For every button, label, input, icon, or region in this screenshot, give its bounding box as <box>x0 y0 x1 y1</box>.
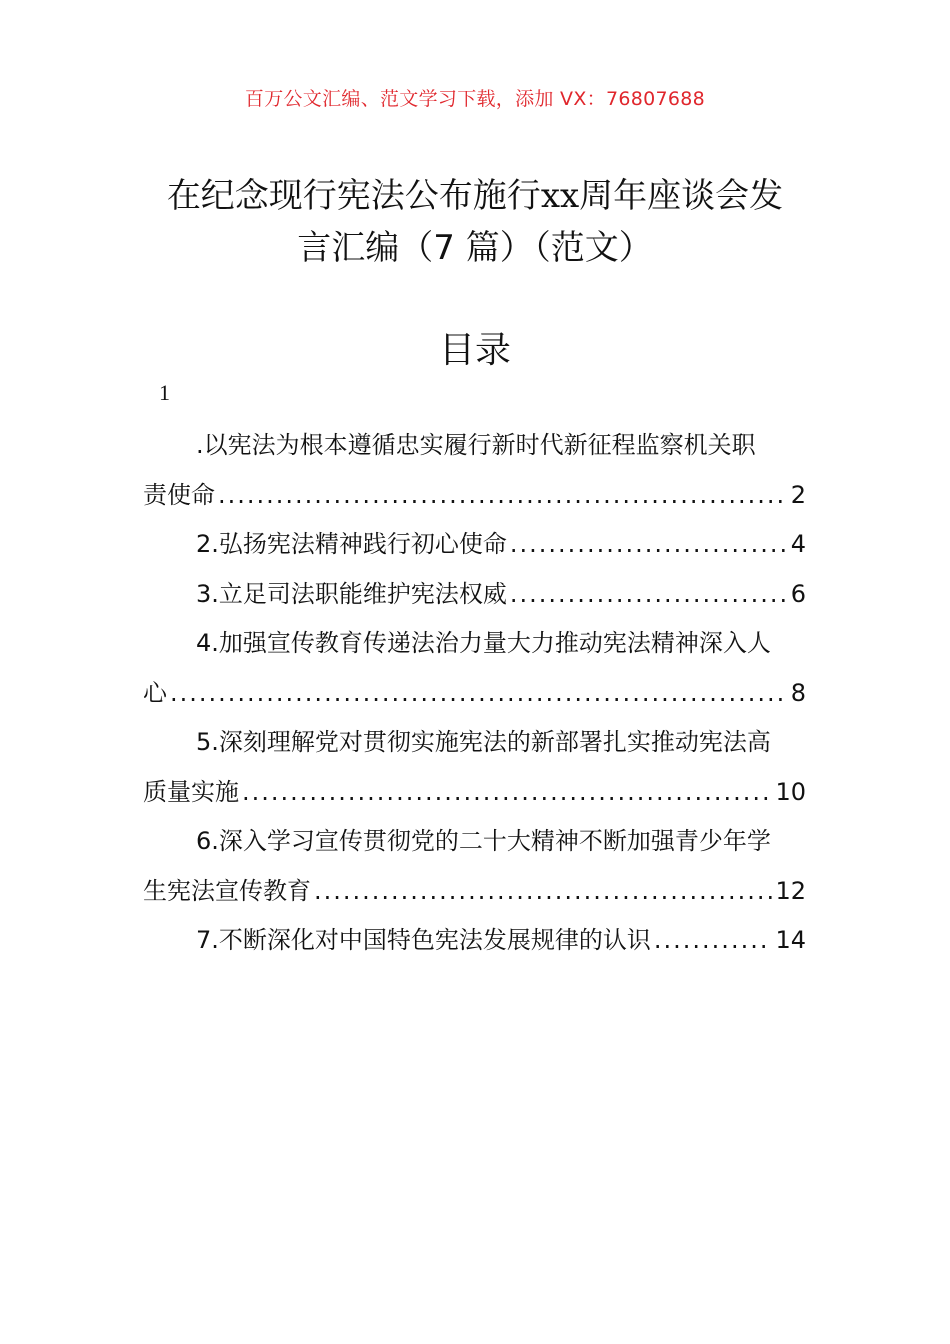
toc-entry-6-line-1[interactable]: 6.深入学习宣传贯彻党的二十大精神不断加强青少年学 <box>196 827 771 855</box>
toc-entry-5-line-2[interactable]: 质量实施 ..... 10 <box>143 768 806 818</box>
header-banner: 百万公文汇编、范文学习下载，添加 VX：76807688 <box>244 88 706 110</box>
title-line-2: 言汇编（7 篇）（范文） <box>297 228 653 268</box>
dot-leader <box>218 471 788 521</box>
dot-leader <box>510 570 788 620</box>
toc-entry-4-line-1[interactable]: 4.加强宣传教育传递法治力量大力推动宪法精神深入人 <box>196 629 771 657</box>
page-number: 14 <box>775 926 806 954</box>
document-title <box>100 170 850 274</box>
dot-leader <box>510 520 788 570</box>
page-number: 6 <box>790 579 806 608</box>
dot-leader <box>170 669 788 719</box>
toc-entry-6-line-2[interactable]: 生宪法宣传教育 ..... 12 <box>143 867 806 917</box>
toc-entry-1-line-2[interactable]: 责使命 ..... 2 <box>143 471 806 521</box>
toc-entry-7[interactable]: 7.不断深化对中国特色宪法发展规律的认识 ..... 14 <box>143 916 806 966</box>
toc-entry-5-line-1[interactable]: 5.深刻理解党对贯彻实施宪法的新部署扎实推动宪法高 <box>196 728 771 756</box>
page-number: 12 <box>775 876 806 905</box>
page-number: 10 <box>775 777 806 806</box>
page-number: 4 <box>790 530 806 558</box>
page-number: 2 <box>790 480 806 509</box>
dot-leader <box>242 768 772 818</box>
title-xx: xx <box>540 176 580 216</box>
toc-entry-4-line-2[interactable]: 心 ..... 8 <box>143 669 806 719</box>
dot-leader <box>314 867 772 917</box>
table-of-contents <box>143 421 806 966</box>
toc-entry-1-line-1[interactable]: .以宪法为根本遵循忠实履行新时代新征程监察机关职 <box>196 431 756 459</box>
dot-leader <box>654 916 773 966</box>
toc-entry-2[interactable]: 2.弘扬宪法精神践行初心使命 ..... 4 <box>143 520 806 570</box>
toc-heading: 目录 <box>438 330 511 371</box>
title-line-1: 在纪念现行宪法公布施行xx周年座谈会发 <box>166 176 784 216</box>
stray-number: 1 <box>159 380 170 405</box>
page-number: 8 <box>790 678 806 707</box>
toc-entry-3[interactable]: 3.立足司法职能维护宪法权威 ..... 6 <box>143 570 806 620</box>
